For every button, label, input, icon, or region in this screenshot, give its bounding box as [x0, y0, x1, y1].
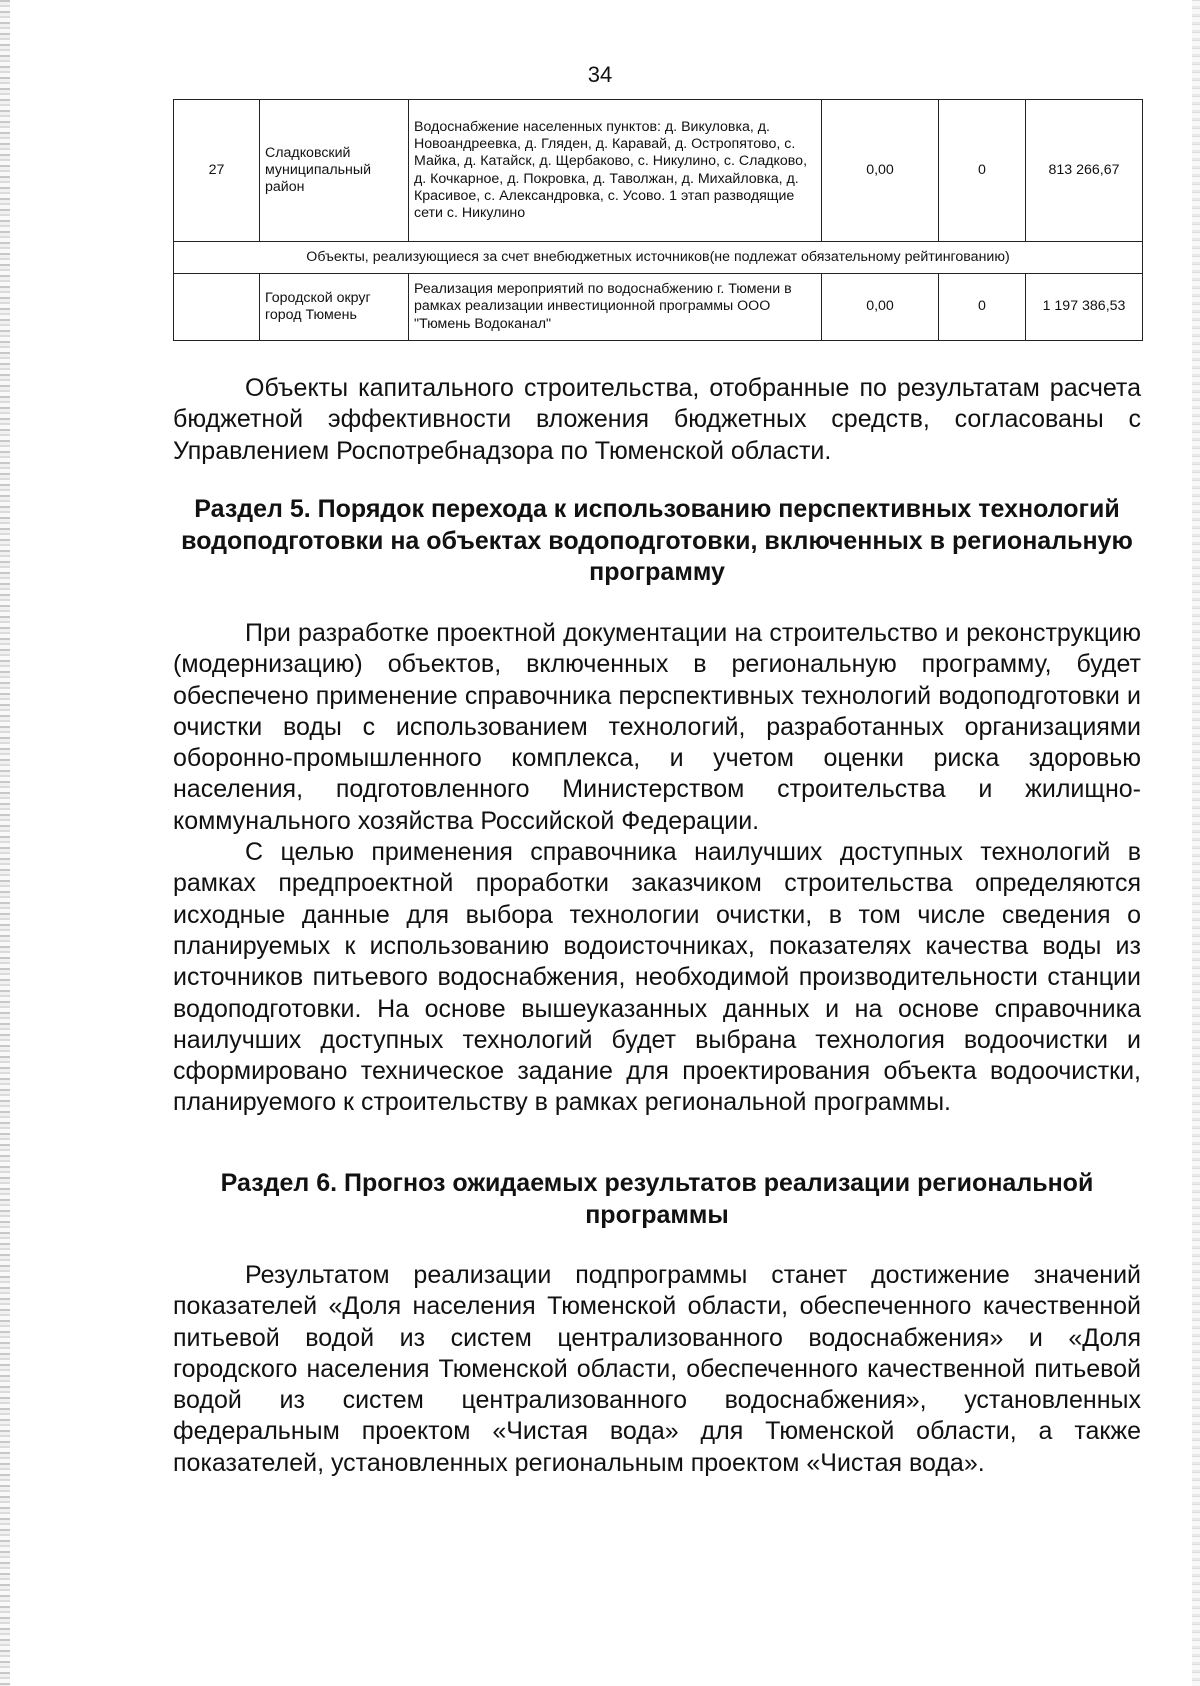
table-group-row — [174, 242, 1143, 274]
intro-block — [173, 373, 1141, 467]
paragraph-approval: Объекты капитального строительства, отобранные по результатам расчета бюджетной эффективности вложения бюджетных средств, согласованы с Управлением Роспотребнадзора по Тюменской области. — [173, 374, 1141, 465]
section-6-title: Раздел 6. Прогноз ожидаемых результатов реализации региональной программы — [220, 1169, 1094, 1229]
section-6 — [173, 1168, 1141, 1231]
section-5 — [173, 494, 1141, 589]
cell-description: Водоснабжение населенных пунктов: д. Викуловка, д. Новоандреевка, д. Гляден, д. Каравай, д. Остропятово, с. Майка, д. Катайск, д. Щербаково, с. Никулино, с. Сладково, д. Кочкарное, д. Покровка, д. Таволжан, д. Михайловка, д. Красивое, с. Александровка, с. Усово. 1 этап разводящие сети с. Никулино — [409, 100, 822, 242]
objects-table — [173, 99, 1143, 341]
cell-value-3: 813 266,67 — [1026, 100, 1143, 242]
section-6-body — [173, 1260, 1141, 1479]
section-5-title: Раздел 5. Порядок перехода к использованию перспективных технологий водоподготовки на объектах водоподготовки, включенных в региональную программу — [181, 495, 1133, 586]
section-6-paragraph-1: Результатом реализации подпрограммы станет достижение значений показателей «Доля населения Тюменской области, обеспеченного качественной питьевой водой из систем централизованного водоснабжения» и «Доля городского населения Тюменской области, обеспеченного качественной питьевой водой из систем централизованного водоснабжения», установленных федеральным проектом «Чистая вода» для Тюменской области, а также показателей, установленных региональным проектом «Чистая вода». — [173, 1261, 1141, 1477]
cell-number — [174, 274, 260, 341]
page-number: 34 — [587, 62, 613, 87]
scan-edge-right — [1192, 0, 1200, 1686]
group-header: Объекты, реализующиеся за счет внебюджетных источников(не подлежат обязательному рейтингованию) — [174, 242, 1143, 274]
cell-value-2: 0 — [939, 274, 1026, 341]
cell-value-2: 0 — [939, 100, 1026, 242]
cell-municipality: Городской округ город Тюмень — [260, 274, 409, 341]
section-5-paragraph-1: При разработке проектной документации на строительство и реконструкцию (модернизацию) объектов, включенных в региональную программу, будет обеспечено применение справочника перспективных технологий водоподготовки и очистки воды с использованием технологий, разработанных организациями оборонно-промышленного комплекса, и учетом оценки риска здоровью населения, подготовленного Министерством строительства и жилищно-коммунального хозяйства Российской Федерации. — [173, 619, 1141, 835]
cell-value-1: 0,00 — [822, 100, 939, 242]
cell-number: 27 — [174, 100, 260, 242]
cell-municipality: Сладковский муниципальный район — [260, 100, 409, 242]
section-5-paragraph-2: С целью применения справочника наилучших доступных технологий в рамках предпроектной проработки заказчиком строительства определяются исходные данные для выбора технологии очистки, в том числе сведения о планируемых к использованию водоисточниках, показателях качества воды из источников питьевого водоснабжения, необходимой производительности станции водоподготовки. На основе вышеуказанных данных и на основе справочника наилучших доступных технологий будет выбрана технология водоочистки и сформировано техническое задание для проектирования объекта водоочистки, планируемого к строительству в рамках региональной программы. — [173, 838, 1141, 1117]
cell-value-1: 0,00 — [822, 274, 939, 341]
table-row — [174, 274, 1143, 341]
cell-description: Реализация мероприятий по водоснабжению г. Тюмени в рамках реализации инвестиционной программы ООО "Тюмень Водоканал" — [409, 274, 822, 341]
scan-edge-left — [0, 0, 10, 1686]
cell-value-3: 1 197 386,53 — [1026, 274, 1143, 341]
section-5-body — [173, 618, 1141, 1119]
table-row — [174, 100, 1143, 242]
